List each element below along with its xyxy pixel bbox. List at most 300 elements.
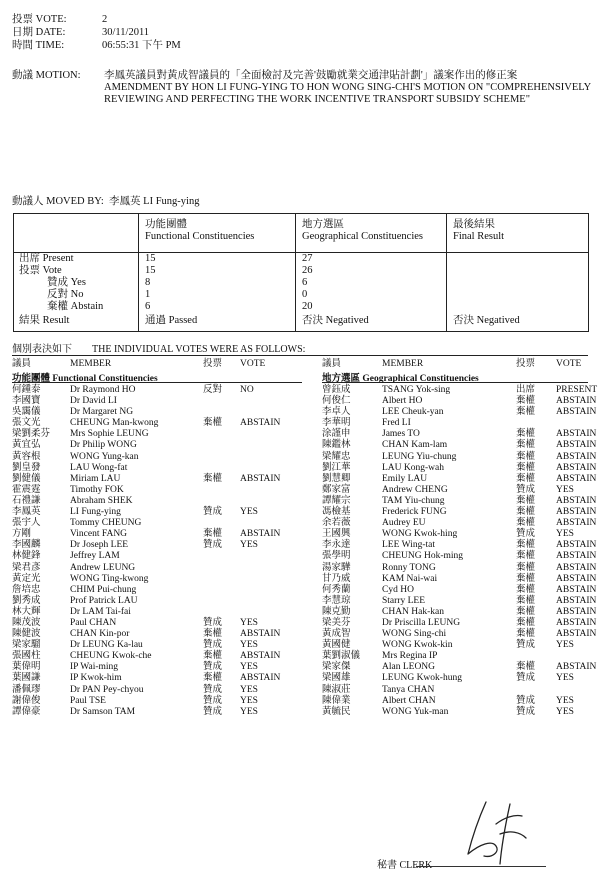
vote-zh: 贊成 xyxy=(516,529,536,540)
vote-en: ABSTAIN xyxy=(556,562,597,573)
member-row xyxy=(322,551,597,562)
member-row xyxy=(12,396,302,407)
vote-en: ABSTAIN xyxy=(556,473,597,484)
vote-en: YES xyxy=(240,662,258,673)
vote-zh: 贊成 xyxy=(203,695,223,706)
summary-label-abstain: 棄權 Abstain xyxy=(47,301,104,312)
summary-label-no: 反對 No xyxy=(47,289,84,300)
member-name-en: Vincent FANG xyxy=(70,529,128,540)
member-name-en: CHEUNG Man-kwong xyxy=(70,418,159,429)
gc-heading: 地方選區 Geographical Constituencies xyxy=(302,219,424,242)
vote-en: YES xyxy=(556,484,574,495)
vote-zh: 棄權 xyxy=(516,573,536,584)
vote-zh: 贊成 xyxy=(203,540,223,551)
vote-zh: 棄權 xyxy=(516,451,536,462)
member-row xyxy=(12,418,302,429)
member-name-zh: 湯家驊 xyxy=(322,562,351,573)
member-name-en: Dr Priscilla LEUNG xyxy=(382,617,461,628)
member-name-zh: 劉慧卿 xyxy=(322,473,351,484)
member-row xyxy=(322,485,590,496)
clerk-signature xyxy=(456,794,536,866)
vote-en: ABSTAIN xyxy=(556,629,597,640)
member-row xyxy=(322,629,597,640)
vote-en: ABSTAIN xyxy=(556,662,597,673)
member-name-en: TAM Yiu-chung xyxy=(382,495,445,506)
member-name-zh: 林健鋒 xyxy=(12,551,41,562)
member-name-zh: 葉國謙 xyxy=(12,673,41,684)
vote-zh: 棄權 xyxy=(203,529,223,540)
member-name-zh: 梁家騮 xyxy=(12,640,41,651)
member-name-zh: 何俊仁 xyxy=(322,396,351,407)
individual-votes-heading xyxy=(12,340,325,355)
member-row xyxy=(12,474,302,485)
signature-line xyxy=(416,866,546,867)
vote-zh: 棄權 xyxy=(516,629,536,640)
member-name-zh: 陳淑莊 xyxy=(322,684,351,695)
vote-zh: 贊成 xyxy=(516,484,536,495)
hdr-member-zh: 議員 xyxy=(322,359,342,369)
fc-heading: 功能團體 Functional Constituencies xyxy=(145,219,255,242)
member-row xyxy=(322,606,597,618)
moved-by-label: 動議人 MOVED BY: xyxy=(12,196,104,207)
member-name-en: Fred LI xyxy=(382,418,411,429)
member-name-en: LEE Wing-tat xyxy=(382,540,435,551)
member-row xyxy=(322,396,597,407)
member-row xyxy=(322,562,597,574)
member-name-en: CHAN Kin-por xyxy=(70,629,130,640)
final-heading: 最後結果 Final Result xyxy=(453,219,505,242)
vote-en: NO xyxy=(240,385,254,395)
time-label: 時間 TIME: xyxy=(12,40,65,51)
summary-label-present: 出席 Present xyxy=(19,253,74,264)
member-name-en: KAM Nai-wai xyxy=(382,573,438,584)
member-name-en: CHEUNG Hok-ming xyxy=(382,551,464,562)
member-row xyxy=(322,617,597,629)
member-name-en: Jeffrey LAM xyxy=(70,551,120,562)
vote-en: YES xyxy=(240,540,258,551)
member-name-en: Mrs Regina IP xyxy=(382,651,438,662)
member-name-zh: 陳健波 xyxy=(12,629,41,640)
member-row xyxy=(322,595,597,607)
member-name-en: Dr Raymond HO xyxy=(70,385,136,395)
member-name-zh: 何鍾泰 xyxy=(12,385,41,395)
gc-group-title: 地方選區 Geographical Constituencies xyxy=(322,374,479,384)
vote-en: ABSTAIN xyxy=(556,595,597,606)
member-row xyxy=(12,551,302,562)
clerk-label: 秘書 CLERK xyxy=(377,860,433,871)
member-name-zh: 張宇人 xyxy=(12,518,41,529)
member-name-zh: 霍震霆 xyxy=(12,484,41,495)
hdr-vote-zh: 投票 xyxy=(516,359,536,369)
member-name-zh: 張文光 xyxy=(12,418,41,429)
member-name-zh: 梁君彥 xyxy=(12,562,41,573)
vote-en: ABSTAIN xyxy=(240,629,281,640)
vote-en: YES xyxy=(556,673,574,684)
member-row xyxy=(322,462,597,474)
member-name-en: Abraham SHEK xyxy=(70,495,133,506)
member-name-en: Albert CHAN xyxy=(382,695,436,706)
member-name-en: Cyd HO xyxy=(382,584,414,595)
hdr-vote-en: VOTE xyxy=(240,359,266,369)
member-name-zh: 葉偉明 xyxy=(12,662,41,673)
member-row xyxy=(322,451,597,463)
member-name-en: Albert HO xyxy=(382,396,423,407)
summary-table xyxy=(13,213,589,332)
vote-en: YES xyxy=(556,529,574,540)
member-row xyxy=(12,640,302,651)
member-name-en: Dr Margaret NG xyxy=(70,407,134,418)
member-row xyxy=(12,540,302,551)
member-name-zh: 鄭家富 xyxy=(322,484,351,495)
member-name-en: LEE Cheuk-yan xyxy=(382,407,444,418)
vote-zh: 棄權 xyxy=(516,440,536,451)
hdr-member-en: MEMBER xyxy=(382,359,424,369)
member-name-en: Andrew CHENG xyxy=(382,484,448,495)
member-name-en: LEUNG Yiu-chung xyxy=(382,451,457,462)
vote-en: ABSTAIN xyxy=(556,396,597,407)
individual-en: THE INDIVIDUAL VOTES WERE AS FOLLOWS: xyxy=(92,344,306,355)
gc-result: 否決 Negatived xyxy=(302,315,369,326)
member-row xyxy=(12,440,302,451)
member-row xyxy=(322,418,590,429)
vote-en: ABSTAIN xyxy=(556,551,597,562)
vote-number xyxy=(12,14,107,26)
member-name-en: Dr LEUNG Ka-lau xyxy=(70,640,143,651)
member-name-en: Dr David LI xyxy=(70,396,117,407)
member-name-en: CHIM Pui-chung xyxy=(70,584,137,595)
vote-zh: 棄權 xyxy=(516,473,536,484)
motion-chinese: 李鳳英議員對黃成智議員的「全面檢討及完善'鼓勵就業交通津貼計劃'」議案作出的修正案 xyxy=(104,70,518,81)
member-name-zh: 潘佩璆 xyxy=(12,684,41,695)
vote-zh: 贊成 xyxy=(203,706,223,717)
vote-en: ABSTAIN xyxy=(240,473,281,484)
member-name-en: CHAN Hak-kan xyxy=(382,606,445,617)
member-name-en: WONG Kwok-hing xyxy=(382,529,458,540)
member-name-en: Frederick FUNG xyxy=(382,507,447,518)
member-row xyxy=(12,662,302,673)
fc-column-header xyxy=(12,358,302,370)
member-name-zh: 黃國健 xyxy=(322,640,351,651)
member-name-zh: 梁美芬 xyxy=(322,617,351,628)
member-name-en: Mrs Sophie LEUNG xyxy=(70,429,149,440)
motion-text xyxy=(104,70,594,106)
member-row xyxy=(322,685,590,696)
gc-vote: 26 xyxy=(302,265,313,276)
member-row xyxy=(12,452,302,463)
member-row xyxy=(322,540,597,551)
member-row xyxy=(322,640,590,651)
member-name-zh: 林大輝 xyxy=(12,606,41,617)
member-name-en: Tanya CHAN xyxy=(382,684,435,695)
fc-yes: 8 xyxy=(145,277,151,288)
member-name-en: WONG Kwok-kin xyxy=(382,640,453,651)
member-name-zh: 李慧琼 xyxy=(322,595,351,606)
vote-en: ABSTAIN xyxy=(240,529,281,540)
member-row xyxy=(12,507,302,518)
vote-zh: 棄權 xyxy=(516,562,536,573)
vote-en: ABSTAIN xyxy=(556,606,597,617)
vote-value: 2 xyxy=(102,14,108,25)
member-row xyxy=(322,429,597,440)
member-row xyxy=(12,496,302,507)
fc-abstain: 6 xyxy=(145,301,151,312)
vote-zh: 棄權 xyxy=(516,429,536,440)
member-row xyxy=(12,529,302,540)
member-name-zh: 黃毓民 xyxy=(322,706,351,717)
member-name-zh: 王國興 xyxy=(322,529,351,540)
member-name-en: CHAN Kam-lam xyxy=(382,440,448,451)
vote-zh: 棄權 xyxy=(516,595,536,606)
vote-en: YES xyxy=(240,640,258,651)
vote-en: YES xyxy=(556,706,574,717)
member-name-en: LI Fung-ying xyxy=(70,507,121,518)
member-name-zh: 吳靄儀 xyxy=(12,407,41,418)
vote-en: ABSTAIN xyxy=(556,495,597,506)
vote-zh: 出席 xyxy=(516,385,536,395)
member-row xyxy=(322,662,597,673)
member-name-en: CHEUNG Kwok-che xyxy=(70,651,152,662)
gc-yes: 6 xyxy=(302,277,308,288)
member-name-en: WONG Ting-kwong xyxy=(70,573,149,584)
member-row xyxy=(12,574,302,585)
member-name-zh: 梁家傑 xyxy=(322,662,351,673)
divider xyxy=(12,355,588,356)
vote-en: PRESENT xyxy=(556,385,598,395)
fc-no: 1 xyxy=(145,289,151,300)
member-row xyxy=(322,707,590,718)
member-row xyxy=(12,463,302,474)
vote-en: YES xyxy=(240,684,258,695)
member-name-en: Paul TSE xyxy=(70,695,106,706)
vote-en: ABSTAIN xyxy=(240,651,281,662)
member-name-zh: 方剛 xyxy=(12,529,32,540)
date-value: 30/11/2011 xyxy=(102,27,150,38)
vote-en: YES xyxy=(240,617,258,628)
member-row xyxy=(12,707,302,718)
member-name-en: WONG Yuk-man xyxy=(382,706,449,717)
vote-en: YES xyxy=(240,695,258,706)
gc-column-header xyxy=(322,358,590,370)
member-row xyxy=(322,440,597,451)
member-row xyxy=(12,685,302,696)
fc-group-title: 功能團體 Functional Constituencies xyxy=(12,374,158,384)
hdr-vote-en: VOTE xyxy=(556,359,582,369)
member-name-zh: 石禮謙 xyxy=(12,495,41,506)
member-row xyxy=(12,585,302,596)
vote-zh: 棄權 xyxy=(203,651,223,662)
member-name-en: Emily LAU xyxy=(382,473,428,484)
vote-zh: 棄權 xyxy=(516,396,536,407)
member-name-en: Timothy FOK xyxy=(70,484,124,495)
member-name-en: LEUNG Kwok-hung xyxy=(382,673,462,684)
vote-en: ABSTAIN xyxy=(556,518,597,529)
member-row xyxy=(322,507,597,518)
member-name-en: Dr Philip WONG xyxy=(70,440,137,451)
vote-zh: 棄權 xyxy=(203,418,223,429)
member-row xyxy=(322,407,597,418)
member-name-en: Audrey EU xyxy=(382,518,426,529)
member-row xyxy=(12,607,302,618)
member-name-en: Dr LAM Tai-fai xyxy=(70,606,131,617)
hdr-member-zh: 議員 xyxy=(12,359,32,369)
vote-zh: 贊成 xyxy=(203,640,223,651)
member-name-en: Dr Joseph LEE xyxy=(70,540,129,551)
vote-zh: 棄權 xyxy=(516,662,536,673)
member-name-zh: 梁國雄 xyxy=(322,673,351,684)
fc-result: 通過 Passed xyxy=(145,315,198,326)
member-row xyxy=(322,584,597,596)
member-name-en: WONG Sing-chi xyxy=(382,629,447,640)
member-name-zh: 黃成智 xyxy=(322,629,351,640)
member-row xyxy=(12,407,302,418)
member-name-zh: 譚耀宗 xyxy=(322,495,351,506)
vote-en: ABSTAIN xyxy=(556,573,597,584)
vote-en: ABSTAIN xyxy=(556,440,597,451)
member-row xyxy=(322,473,597,485)
member-name-en: TSANG Yok-sing xyxy=(382,385,451,395)
vote-en: YES xyxy=(240,507,258,518)
vote-en: ABSTAIN xyxy=(556,451,597,462)
fc-column xyxy=(12,358,302,718)
member-name-en: WONG Yung-kan xyxy=(70,451,139,462)
member-name-zh: 陳克勤 xyxy=(322,606,351,617)
hdr-vote-zh: 投票 xyxy=(203,359,223,369)
vote-zh: 棄權 xyxy=(203,673,223,684)
member-name-zh: 劉江華 xyxy=(322,462,351,473)
member-name-en: Dr PAN Pey-chyou xyxy=(70,684,144,695)
member-row xyxy=(322,385,598,396)
member-name-en: LAU Wong-fat xyxy=(70,462,128,473)
summary-label-result: 結果 Result xyxy=(19,315,70,326)
member-name-zh: 黃定光 xyxy=(12,573,41,584)
fc-vote: 15 xyxy=(145,265,156,276)
vote-zh: 棄權 xyxy=(516,584,536,595)
member-row xyxy=(12,651,302,662)
member-name-zh: 李鳳英 xyxy=(12,507,41,518)
summary-label-vote: 投票 Vote xyxy=(19,265,62,276)
member-row xyxy=(322,696,590,707)
vote-en: ABSTAIN xyxy=(556,584,597,595)
member-name-zh: 李華明 xyxy=(322,418,351,429)
member-name-zh: 張學明 xyxy=(322,551,351,562)
vote-en: ABSTAIN xyxy=(556,407,597,418)
vote-zh: 反對 xyxy=(203,385,223,395)
vote-zh: 贊成 xyxy=(203,507,223,518)
member-row xyxy=(322,651,590,662)
member-name-zh: 陳茂波 xyxy=(12,617,41,628)
member-row xyxy=(12,696,302,707)
member-name-zh: 陳鑑林 xyxy=(322,440,351,451)
member-row xyxy=(12,385,302,396)
member-name-zh: 甘乃威 xyxy=(322,573,351,584)
member-name-en: Alan LEONG xyxy=(382,662,436,673)
member-row xyxy=(322,573,597,585)
vote-zh: 棄權 xyxy=(203,473,223,484)
vote-zh: 贊成 xyxy=(203,617,223,628)
member-name-zh: 劉秀成 xyxy=(12,595,41,606)
vote-en: ABSTAIN xyxy=(556,617,597,628)
member-row xyxy=(322,495,597,507)
member-name-en: Ronny TONG xyxy=(382,562,436,573)
vote-en: YES xyxy=(556,640,574,651)
member-name-en: Tommy CHEUNG xyxy=(70,518,142,529)
member-name-zh: 謝偉俊 xyxy=(12,695,41,706)
date-label: 日期 DATE: xyxy=(12,27,66,38)
vote-en: YES xyxy=(556,695,574,706)
member-row xyxy=(12,618,302,629)
vote-zh: 棄權 xyxy=(516,407,536,418)
gc-no: 0 xyxy=(302,289,308,300)
vote-en: YES xyxy=(240,706,258,717)
vote-en: ABSTAIN xyxy=(556,540,597,551)
member-name-en: LAU Kong-wah xyxy=(382,462,445,473)
member-name-en: James TO xyxy=(382,429,420,440)
gc-column xyxy=(322,358,598,718)
vote-zh: 棄權 xyxy=(516,606,536,617)
member-row xyxy=(12,429,302,440)
member-name-zh: 梁劉柔芬 xyxy=(12,429,51,440)
member-row xyxy=(322,529,590,540)
vote-zh: 棄權 xyxy=(516,540,536,551)
member-name-en: Dr Samson TAM xyxy=(70,706,136,717)
vote-zh: 贊成 xyxy=(516,640,536,651)
member-name-zh: 葉劉淑儀 xyxy=(322,651,361,662)
member-name-zh: 李國寶 xyxy=(12,396,41,407)
time-value: 06:55:31 下午 PM xyxy=(102,40,181,51)
vote-zh: 贊成 xyxy=(203,662,223,673)
member-name-zh: 黃宜弘 xyxy=(12,440,41,451)
individual-zh: 個別表決如下 xyxy=(12,344,72,355)
moved-by xyxy=(12,193,199,208)
member-name-en: Paul CHAN xyxy=(70,617,117,628)
member-name-en: Starry LEE xyxy=(382,595,426,606)
vote-zh: 棄權 xyxy=(516,507,536,518)
gc-present: 27 xyxy=(302,253,313,264)
member-name-zh: 譚偉豪 xyxy=(12,706,41,717)
vote-zh: 棄權 xyxy=(516,495,536,506)
member-name-zh: 曾鈺成 xyxy=(322,385,351,395)
final-result: 否決 Negatived xyxy=(453,315,520,326)
member-name-zh: 劉皇發 xyxy=(12,462,41,473)
gc-abstain: 20 xyxy=(302,301,313,312)
vote-zh: 棄權 xyxy=(516,617,536,628)
member-name-zh: 余若薇 xyxy=(322,518,351,529)
member-row xyxy=(12,485,302,496)
vote-en: ABSTAIN xyxy=(556,429,597,440)
member-name-zh: 李永達 xyxy=(322,540,351,551)
vote-en: ABSTAIN xyxy=(240,673,281,684)
member-name-zh: 涂謹申 xyxy=(322,429,351,440)
member-name-zh: 梁耀忠 xyxy=(322,451,351,462)
member-name-zh: 李卓人 xyxy=(322,407,351,418)
hdr-member-en: MEMBER xyxy=(70,359,112,369)
vote-date xyxy=(12,27,149,39)
vote-zh: 棄權 xyxy=(203,629,223,640)
member-row xyxy=(12,596,302,607)
motion-label: 動議 MOTION: xyxy=(12,70,81,81)
member-name-zh: 劉健儀 xyxy=(12,473,41,484)
member-name-zh: 陳偉業 xyxy=(322,695,351,706)
moved-by-value: 李鳳英 LI Fung-ying xyxy=(109,196,200,207)
motion-english: AMENDMENT BY HON LI FUNG-YING TO HON WONG SING-CHI'S MOTION ON "COMPREHENSIVELY REVIEWING AND PERFECTING THE WORK INCENTIVE TRANSPORT SUBSIDY SCHEME" xyxy=(104,82,591,105)
member-name-zh: 黃容根 xyxy=(12,451,41,462)
member-name-en: IP Wai-ming xyxy=(70,662,119,673)
vote-zh: 贊成 xyxy=(203,684,223,695)
vote-en: ABSTAIN xyxy=(556,462,597,473)
member-name-zh: 詹培忠 xyxy=(12,584,41,595)
vote-zh: 贊成 xyxy=(516,695,536,706)
vote-zh: 棄權 xyxy=(516,518,536,529)
